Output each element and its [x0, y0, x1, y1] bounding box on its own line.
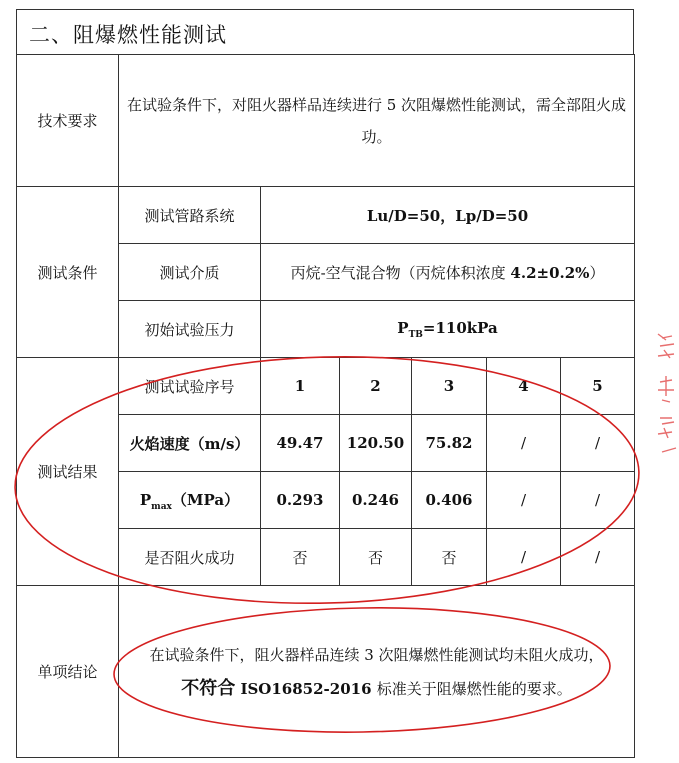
requirement-text: 在试验条件下，对阻火器样品连续进行 5 次阻爆燃性能测试，需全部阻火成功。: [119, 55, 635, 187]
speed-value: 75.82: [412, 415, 487, 472]
requirement-label: 技术要求: [17, 55, 119, 187]
condition-row: [17, 187, 635, 244]
pmax-subscript: max: [151, 501, 172, 512]
pmax-value: /: [487, 472, 561, 529]
condition-name: 测试介质: [119, 244, 261, 301]
speed-value: /: [487, 415, 561, 472]
speed-label: 火焰速度（m/s）: [119, 415, 261, 472]
pmax-symbol: P: [139, 490, 152, 509]
standard-code: ISO16852-2016: [235, 679, 377, 698]
conclusion-text: [119, 586, 635, 758]
trial-number: 2: [340, 358, 412, 415]
trial-number: 4: [487, 358, 561, 415]
pressure-subscript: TB: [408, 329, 423, 340]
speed-value: 49.47: [261, 415, 340, 472]
pressure-value: =110kPa: [422, 318, 498, 337]
medium-text: 丙烷-空气混合物（丙烷体积浓度: [290, 263, 511, 282]
success-value: /: [561, 529, 635, 586]
conclusion-line-2: [119, 672, 634, 706]
pmax-value: 0.293: [261, 472, 340, 529]
success-value: 否: [340, 529, 412, 586]
trial-header-label: 测试试验序号: [119, 358, 261, 415]
conclusion-line-1: [119, 638, 634, 672]
success-value: /: [487, 529, 561, 586]
stamp-fragment-icon: [652, 330, 679, 460]
condition-name: 测试管路系统: [119, 187, 261, 244]
condition-name: 初始试验压力: [119, 301, 261, 358]
speed-value: /: [561, 415, 635, 472]
conclusion-rest: 标准关于阻爆燃性能的要求。: [376, 679, 572, 698]
pmax-value: /: [561, 472, 635, 529]
section-title: 二、阻爆燃性能测试: [29, 23, 227, 47]
conclusion-row: [17, 586, 635, 758]
results-header-row: [17, 358, 635, 415]
speed-value: 120.50: [340, 415, 412, 472]
pressure-symbol: P: [397, 318, 409, 337]
conclusion-label: 单项结论: [17, 586, 119, 758]
section-title-box: [16, 9, 634, 55]
test-table: [16, 54, 635, 758]
success-value: 否: [261, 529, 340, 586]
requirement-row: [17, 55, 635, 187]
nonconformity-text: 不符合: [181, 677, 236, 699]
pmax-unit: （MPa）: [171, 490, 240, 509]
medium-suffix: ）: [589, 263, 605, 282]
conditions-label: 测试条件: [17, 187, 119, 358]
conclusion-sentence: 在试验条件下，阻火器样品连续 3 次阻爆燃性能测试均未阻火成功，: [149, 645, 604, 664]
pmax-label: [119, 472, 261, 529]
condition-value: [261, 301, 635, 358]
condition-value: Lu/D=50，Lp/D=50: [261, 187, 635, 244]
trial-number: 5: [561, 358, 635, 415]
trial-number: 1: [261, 358, 340, 415]
success-label: 是否阻火成功: [119, 529, 261, 586]
success-value: 否: [412, 529, 487, 586]
condition-value: [261, 244, 635, 301]
medium-concentration: 4.2±0.2%: [510, 263, 590, 282]
trial-number: 3: [412, 358, 487, 415]
pmax-value: 0.406: [412, 472, 487, 529]
pmax-value: 0.246: [340, 472, 412, 529]
results-label: 测试结果: [17, 358, 119, 586]
